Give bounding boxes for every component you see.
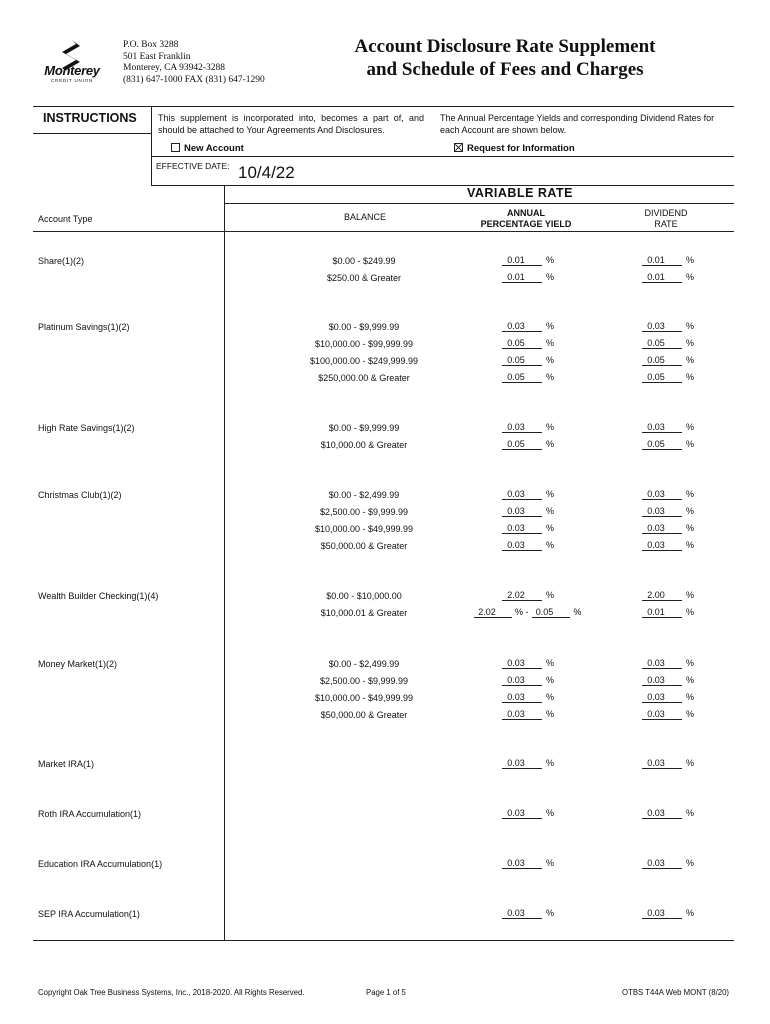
apy-field-value: 0.05	[502, 355, 542, 366]
percent-sign: %	[546, 338, 555, 348]
percent-sign: %	[686, 607, 695, 617]
apy-field	[502, 255, 554, 266]
dividend-rate-field	[642, 255, 694, 266]
balance-range: $0.00 - $9,999.99	[328, 423, 400, 433]
account-type-name: Share(1)(2)	[38, 256, 85, 266]
percent-sign: %	[686, 489, 695, 499]
percent-sign: %	[686, 321, 695, 331]
dash-sign: % -	[515, 607, 529, 617]
dividend-rate-field	[642, 489, 694, 500]
divider	[151, 106, 152, 186]
dividend-rate-field-value: 0.03	[642, 675, 682, 686]
apy-field-value: 0.03	[502, 808, 542, 819]
account-type-name: Money Market(1)(2)	[38, 659, 118, 669]
percent-sign: %	[546, 321, 555, 331]
balance-range: $2,500.00 - $9,999.99	[319, 676, 409, 686]
apy-field-value: 0.05	[502, 372, 542, 383]
balance-range: $0.00 - $2,499.99	[328, 659, 400, 669]
balance-range: $10,000.01 & Greater	[320, 608, 408, 618]
dividend-rate-field	[642, 808, 694, 819]
dividend-rate-field	[642, 607, 694, 618]
balance-range: $10,000.00 - $49,999.99	[314, 693, 414, 703]
rate-header-line1: DIVIDEND	[644, 208, 688, 218]
rate-header	[606, 208, 726, 230]
apy-field	[502, 338, 554, 349]
account-type-name: Roth IRA Accumulation(1)	[38, 809, 142, 819]
balance-range: $0.00 - $10,000.00	[326, 591, 402, 601]
percent-sign: %	[546, 523, 555, 533]
percent-sign: %	[546, 675, 555, 685]
effective-date-label: EFFECTIVE DATE:	[156, 161, 230, 171]
credit-union-logo	[36, 38, 108, 86]
percent-sign: %	[546, 255, 555, 265]
account-type-name: Christmas Club(1)(2)	[38, 490, 122, 500]
dividend-rate-field-value: 0.03	[642, 908, 682, 919]
new-account-label: New Account	[184, 143, 244, 154]
dividend-rate-field	[642, 321, 694, 332]
dividend-rate-field-value: 0.03	[642, 692, 682, 703]
title-line-1: Account Disclosure Rate Supplement	[354, 36, 656, 57]
apy-field	[502, 658, 554, 669]
balance-range: $2,500.00 - $9,999.99	[319, 507, 409, 517]
percent-sign: %	[686, 808, 695, 818]
dividend-rate-field-value: 0.03	[642, 808, 682, 819]
form-id: OTBS T44A Web MONT (8/20)	[622, 988, 730, 997]
balance-range: $100,000.00 - $249,999.99	[309, 356, 419, 366]
percent-sign: %	[546, 858, 555, 868]
divider	[151, 156, 734, 157]
apy-field	[502, 590, 554, 601]
dividend-rate-field	[642, 692, 694, 703]
effective-date-value: 10/4/22	[238, 163, 295, 182]
dividend-rate-field-value: 0.03	[642, 489, 682, 500]
percent-sign: %	[686, 422, 695, 432]
account-type-name: Wealth Builder Checking(1)(4)	[38, 591, 159, 601]
account-type-name: Education IRA Accumulation(1)	[38, 859, 163, 869]
percent-sign: %	[686, 506, 695, 516]
dividend-rate-field	[642, 658, 694, 669]
dividend-rate-field	[642, 540, 694, 551]
address-line: P.O. Box 3288	[123, 40, 179, 50]
apy-field-value: 0.03	[502, 692, 542, 703]
address-line: (831) 647-1000 FAX (831) 647-1290	[123, 74, 265, 85]
request-info-label: Request for Information	[467, 143, 575, 154]
balance-range: $10,000.00 - $49,999.99	[314, 524, 414, 534]
percent-sign: %	[546, 658, 555, 668]
address-line: Monterey, CA 93942-3288	[123, 63, 226, 73]
percent-sign: %	[686, 338, 695, 348]
dividend-rate-field-value: 0.05	[642, 439, 682, 450]
divider	[33, 106, 734, 107]
dividend-rate-field	[642, 338, 694, 349]
percent-sign: %	[686, 355, 695, 365]
account-type-header: Account Type	[38, 214, 93, 224]
balance-header: BALANCE	[343, 212, 387, 222]
apy-field	[502, 540, 554, 551]
percent-sign: %	[546, 709, 555, 719]
percent-sign: %	[573, 607, 582, 617]
dividend-rate-field-value: 0.03	[642, 506, 682, 517]
apy-field	[502, 489, 554, 500]
variable-rate-heading: VARIABLE RATE	[466, 186, 574, 200]
apy-field-value: 0.03	[502, 422, 542, 433]
logo-name: Monterey	[44, 63, 100, 78]
dividend-rate-field-value: 0.01	[642, 255, 682, 266]
balance-range: $10,000.00 - $99,999.99	[314, 339, 414, 349]
dividend-rate-field	[642, 590, 694, 601]
apy-field-value: 0.03	[502, 540, 542, 551]
percent-sign: %	[546, 590, 555, 600]
apy-field	[502, 808, 554, 819]
apy-field-value: 0.03	[502, 858, 542, 869]
balance-range: $0.00 - $249.99	[332, 256, 396, 266]
dividend-rate-field	[642, 858, 694, 869]
apy-field	[502, 355, 554, 366]
divider	[33, 940, 734, 941]
percent-sign: %	[546, 439, 555, 449]
percent-sign: %	[686, 255, 695, 265]
dividend-rate-field-value: 0.03	[642, 540, 682, 551]
table-vertical-rule	[224, 185, 225, 940]
page-title	[300, 35, 710, 81]
apy-header	[456, 208, 596, 230]
percent-sign: %	[686, 908, 695, 918]
percent-sign: %	[546, 272, 555, 282]
apy-field-value: 0.05	[502, 439, 542, 450]
percent-sign: %	[686, 540, 695, 550]
apy-field-value: 0.01	[502, 272, 542, 283]
apy-field	[502, 709, 554, 720]
dividend-rate-field-value: 0.03	[642, 709, 682, 720]
apy-field-value: 0.03	[502, 523, 542, 534]
apy-field-value: 0.03	[502, 658, 542, 669]
percent-sign: %	[546, 758, 555, 768]
logo-subtitle: CREDIT UNION	[50, 78, 94, 83]
dividend-rate-field-value: 0.01	[642, 607, 682, 618]
account-type-name: Platinum Savings(1)(2)	[38, 322, 130, 332]
dividend-rate-field-value: 2.00	[642, 590, 682, 601]
balance-range: $10,000.00 & Greater	[320, 440, 408, 450]
apy-field-value: 0.03	[502, 675, 542, 686]
percent-sign: %	[686, 692, 695, 702]
apy-field	[502, 321, 554, 332]
rate-header-line2: RATE	[654, 219, 678, 229]
apy-field	[502, 523, 554, 534]
dividend-rate-field-value: 0.03	[642, 858, 682, 869]
dividend-rate-field-value: 0.01	[642, 272, 682, 283]
percent-sign: %	[686, 372, 695, 382]
percent-sign: %	[546, 692, 555, 702]
dividend-rate-field	[642, 355, 694, 366]
apy-field	[502, 506, 554, 517]
dividend-rate-field-value: 0.03	[642, 422, 682, 433]
balance-range: $0.00 - $9,999.99	[328, 322, 400, 332]
request-info-checkbox[interactable]	[454, 143, 575, 154]
percent-sign: %	[546, 489, 555, 499]
percent-sign: %	[686, 590, 695, 600]
page-number: Page 1 of 5	[366, 988, 406, 997]
apy-field	[502, 422, 554, 433]
percent-sign: %	[546, 372, 555, 382]
address-line: 501 East Franklin	[123, 51, 191, 62]
percent-sign: %	[686, 272, 695, 282]
dividend-rate-field	[642, 439, 694, 450]
apy-field	[502, 692, 554, 703]
divider	[33, 231, 734, 232]
apy-header-line2: PERCENTAGE YIELD	[480, 219, 572, 229]
apy-field-value: 0.01	[502, 255, 542, 266]
dividend-rate-field-value: 0.03	[642, 658, 682, 669]
percent-sign: %	[546, 908, 555, 918]
balance-range: $50,000.00 & Greater	[320, 710, 408, 720]
dividend-rate-field	[642, 758, 694, 769]
dividend-rate-field	[642, 272, 694, 283]
dividend-rate-field	[642, 709, 694, 720]
dividend-rate-field	[642, 523, 694, 534]
apy-field	[502, 858, 554, 869]
balance-range: $250,000.00 & Greater	[318, 373, 410, 383]
instructions-left-text: This supplement is incorporated into, becomes a part of, and should be attached to Your Agreements And Disclosures.	[158, 113, 424, 135]
percent-sign: %	[686, 858, 695, 868]
dividend-rate-field-value: 0.05	[642, 372, 682, 383]
apy-field-value: 0.03	[502, 321, 542, 332]
apy-field-value: 2.02	[502, 590, 542, 601]
balance-range: $50,000.00 & Greater	[320, 541, 408, 551]
copyright-text: Copyright Oak Tree Business Systems, Inc., 2018-2020. All Rights Reserved.	[38, 988, 305, 997]
apy-field	[502, 908, 554, 919]
apy-from-value: 2.02	[474, 607, 512, 618]
checkbox-icon[interactable]	[171, 143, 180, 152]
dividend-rate-field	[642, 506, 694, 517]
account-type-name: Market IRA(1)	[38, 759, 95, 769]
dividend-rate-field	[642, 908, 694, 919]
percent-sign: %	[546, 422, 555, 432]
divider	[224, 203, 734, 204]
percent-sign: %	[546, 355, 555, 365]
dividend-rate-field-value: 0.03	[642, 523, 682, 534]
apy-field-value: 0.03	[502, 506, 542, 517]
percent-sign: %	[686, 658, 695, 668]
apy-range	[474, 607, 582, 618]
percent-sign: %	[686, 439, 695, 449]
dividend-rate-field	[642, 675, 694, 686]
percent-sign: %	[686, 675, 695, 685]
divider	[33, 133, 151, 134]
balance-range: $0.00 - $2,499.99	[328, 490, 400, 500]
instructions-heading: INSTRUCTIONS	[43, 111, 137, 125]
apy-field	[502, 372, 554, 383]
balance-range: $250.00 & Greater	[326, 273, 402, 283]
dividend-rate-field-value: 0.03	[642, 758, 682, 769]
apy-field-value: 0.03	[502, 758, 542, 769]
apy-field-value: 0.05	[502, 338, 542, 349]
account-type-name: SEP IRA Accumulation(1)	[38, 909, 140, 919]
title-line-2: and Schedule of Fees and Charges	[366, 59, 644, 80]
dividend-rate-field-value: 0.05	[642, 338, 682, 349]
apy-field-value: 0.03	[502, 489, 542, 500]
percent-sign: %	[546, 808, 555, 818]
dividend-rate-field-value: 0.03	[642, 321, 682, 332]
new-account-checkbox[interactable]	[171, 143, 244, 154]
percent-sign: %	[546, 540, 555, 550]
checked-checkbox-icon[interactable]	[454, 143, 463, 152]
account-type-name: High Rate Savings(1)(2)	[38, 423, 135, 433]
percent-sign: %	[686, 709, 695, 719]
address-block	[123, 40, 265, 86]
apy-field	[502, 675, 554, 686]
apy-to-value: 0.05	[532, 607, 570, 618]
instructions-right-text: The Annual Percentage Yields and corresponding Dividend Rates for each Account are shown below.	[440, 113, 715, 135]
percent-sign: %	[546, 506, 555, 516]
apy-field-value: 0.03	[502, 908, 542, 919]
dividend-rate-field	[642, 422, 694, 433]
dividend-rate-field	[642, 372, 694, 383]
dividend-rate-field-value: 0.05	[642, 355, 682, 366]
apy-field	[502, 758, 554, 769]
apy-header-line1: ANNUAL	[507, 208, 545, 218]
apy-field	[502, 439, 554, 450]
apy-field	[502, 272, 554, 283]
apy-field-value: 0.03	[502, 709, 542, 720]
percent-sign: %	[686, 523, 695, 533]
percent-sign: %	[686, 758, 695, 768]
